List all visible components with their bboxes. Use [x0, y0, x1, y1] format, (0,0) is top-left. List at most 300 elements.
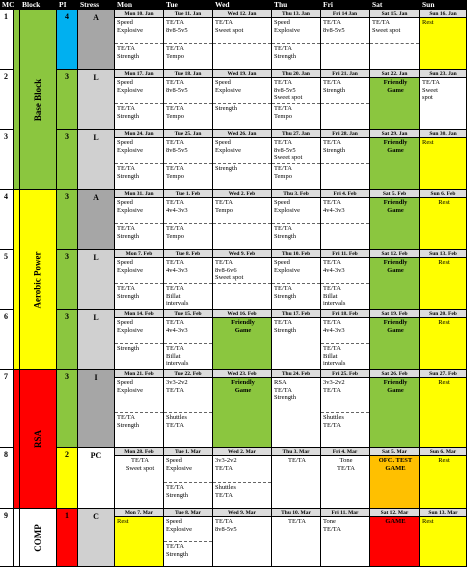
session-line: 8v8-5v5: [166, 146, 188, 154]
session-part: [115, 413, 163, 447]
session-part: [164, 258, 212, 284]
day-date: Tue 8. Mar: [164, 509, 213, 517]
day-session: [370, 138, 420, 190]
session-part: [115, 138, 163, 164]
session-part: [321, 284, 369, 309]
day-date: Mon 21. Feb: [115, 370, 164, 378]
session-line: 4v4-3v3: [166, 326, 188, 334]
mc-number: 8: [0, 448, 14, 509]
session-line: Speed: [117, 259, 133, 266]
session-line: Rest: [438, 457, 450, 464]
day-date: Mon 24. Jan: [115, 130, 164, 138]
day-session: [164, 18, 213, 70]
day-date: Fri 11. Mar: [321, 509, 370, 517]
day-date: Wed 9. Mar: [213, 509, 272, 517]
session-line: TE/TA: [215, 491, 233, 499]
session-line: Billat: [166, 292, 181, 300]
session-line: Friendly: [383, 79, 408, 86]
session-line: TE/TA: [323, 285, 341, 292]
session-line: Friendly: [383, 259, 408, 266]
block-base-block: [20, 10, 57, 190]
session-line: Speed: [117, 319, 133, 326]
day-date: Sun 27. Feb: [420, 370, 467, 378]
day-session: [272, 456, 321, 509]
session-line: TE/TA: [215, 518, 233, 525]
day-session: [115, 258, 164, 310]
session-line: 8v8-5v5: [274, 146, 296, 154]
session-line: TE/TA: [323, 525, 341, 533]
session-line: intervals: [166, 300, 189, 307]
session-part: [164, 413, 212, 447]
day-session: [164, 318, 213, 370]
day-session: [370, 378, 420, 448]
block-rsa: [20, 370, 57, 509]
session-line: TE/TA: [323, 421, 341, 429]
day-session: [164, 138, 213, 190]
day-session: [213, 18, 272, 70]
block-label: Aerobic Power: [33, 250, 44, 309]
block-label: COMP: [33, 523, 43, 552]
session-line: Explosive: [215, 146, 241, 154]
day-date: Sat 19. Feb: [370, 310, 420, 318]
session-line: Explosive: [117, 146, 143, 154]
session-part: [213, 378, 271, 448]
day-session: [321, 138, 370, 190]
day-date: Tue 22. Feb: [164, 370, 213, 378]
day-session: [115, 456, 164, 509]
session-line: TE/TA: [166, 45, 184, 52]
session-line: Billat: [323, 352, 338, 360]
day-session: [272, 517, 321, 567]
session-line: intervals: [166, 360, 189, 367]
pi-value: 2: [57, 448, 78, 509]
session-part: [164, 198, 212, 224]
day-session: [213, 378, 272, 448]
session-part: [213, 258, 271, 284]
day-date: Thu 10. Mar: [272, 509, 321, 517]
day-date: Fri 4. Mar: [321, 448, 370, 456]
session-line: intervals: [323, 360, 346, 367]
session-line: Shuttles: [323, 414, 344, 421]
day-date: Sun 16. Jan: [420, 10, 467, 18]
session-line: Speed: [215, 79, 231, 86]
day-date: Tue 11. Jan: [164, 10, 213, 18]
session-line: 4v4-3v3: [166, 266, 188, 274]
day-session: [321, 18, 370, 70]
session-part: [115, 284, 163, 309]
pi-value: 3: [57, 310, 78, 370]
day-date: Sat 15. Jan: [370, 10, 420, 18]
session-line: Speed: [117, 79, 133, 86]
session-line: 8v8-5v5: [323, 26, 345, 34]
day-session: [370, 18, 420, 70]
session-part: [321, 164, 369, 189]
header-sat: Sat: [370, 0, 420, 10]
day-session: [370, 78, 420, 130]
day-date: Sat 29. Jan: [370, 130, 420, 138]
pi-value: 3: [57, 190, 78, 250]
day-session: [115, 138, 164, 190]
day-session: [164, 198, 213, 250]
session-line: TE/TA: [166, 285, 184, 292]
session-line: 8v8-5v5: [166, 26, 188, 34]
session-line: Strength: [166, 550, 189, 558]
day-date: Tue 8. Feb: [164, 250, 213, 258]
session-line: Speed: [117, 139, 133, 146]
session-line: Rest: [422, 139, 434, 146]
session-line: TE/TA: [166, 225, 184, 232]
session-line: TE/TA: [166, 19, 184, 26]
block-comp: [20, 509, 57, 567]
day-session: [272, 198, 321, 250]
session-part: [164, 284, 212, 309]
session-part: [115, 164, 163, 189]
session-line: Strength: [323, 86, 346, 94]
day-session: [321, 517, 370, 567]
session-line: 8v8-5v5: [166, 86, 188, 94]
stress-value: L: [78, 310, 115, 370]
session-part: [213, 224, 271, 249]
session-line: TE/TA: [422, 79, 440, 86]
session-line: Billat: [166, 352, 181, 360]
session-part: [321, 318, 369, 344]
session-line: Friendly: [383, 139, 408, 146]
day-date: Mon 10. Jan: [115, 10, 164, 18]
session-line: Strength: [166, 491, 189, 499]
session-line: Game: [387, 206, 404, 214]
day-date: Sun 13. Feb: [420, 250, 467, 258]
day-date: Tue 18. Jan: [164, 70, 213, 78]
day-date: Sat 12. Mar: [370, 509, 420, 517]
session-line: TE/TA: [117, 225, 135, 232]
day-date: Wed 12. Jan: [213, 10, 272, 18]
session-line: Speed: [274, 259, 290, 266]
header-wed: Wed: [213, 0, 272, 10]
session-line: 8v8-5v5: [274, 86, 296, 94]
session-line: TE/TA: [323, 139, 341, 146]
day-date: Thu 13. Jan: [272, 10, 321, 18]
day-date: Sun 20. Feb: [420, 310, 467, 318]
stress-value: C: [78, 509, 115, 567]
session-part: [213, 104, 271, 129]
session-line: TE/TA: [166, 105, 184, 112]
session-line: GAME: [385, 518, 406, 525]
session-part: [213, 318, 271, 370]
day-session: [321, 198, 370, 250]
session-part: [115, 104, 163, 129]
session-line: TE/TA: [274, 386, 292, 394]
session-line: Strength: [274, 292, 297, 300]
day-date: Sat 22. Jan: [370, 70, 420, 78]
day-session: [420, 456, 467, 509]
day-date: Tue 1. Feb: [164, 190, 213, 198]
session-part: [272, 517, 320, 567]
session-line: Rest: [438, 259, 450, 266]
session-part: [420, 78, 466, 130]
session-line: Strength: [274, 394, 297, 401]
day-session: [272, 318, 321, 370]
day-date: Thu 17. Feb: [272, 310, 321, 318]
session-part: [115, 456, 163, 509]
day-session: [213, 78, 272, 130]
session-part: [321, 413, 369, 447]
session-part: [213, 198, 271, 224]
session-line: TE/TA: [215, 199, 233, 206]
session-line: Explosive: [117, 206, 143, 214]
session-line: TE/TA: [274, 285, 292, 292]
session-line: Game: [387, 266, 404, 274]
session-part: [370, 378, 419, 448]
day-date: Fri 11. Feb: [321, 250, 370, 258]
session-line: Game: [387, 86, 404, 94]
session-part: [321, 344, 369, 369]
session-line: TE/TA: [274, 139, 292, 146]
session-line: Explosive: [117, 86, 143, 94]
session-line: Sweet spot: [372, 26, 401, 34]
session-line: Billat: [323, 292, 338, 300]
session-part: [115, 78, 163, 104]
session-line: Game: [387, 146, 404, 154]
session-line: Rest: [438, 379, 450, 386]
session-part: [420, 198, 466, 250]
session-line: Sweet spot: [215, 274, 244, 281]
session-line: Friendly: [383, 379, 408, 386]
session-line: Tone: [339, 457, 353, 464]
session-line: Tempo: [274, 172, 292, 180]
session-line: TE/TA: [323, 259, 341, 266]
session-part: [370, 78, 419, 130]
session-line: Speed: [274, 199, 290, 206]
day-session: [321, 78, 370, 130]
session-part: [420, 318, 466, 370]
day-date: Fri 21. Jan: [321, 70, 370, 78]
header-mc: MC: [0, 0, 20, 10]
day-date: Thu 20. Jan: [272, 70, 321, 78]
session-part: [115, 318, 163, 344]
session-line: Sweet spot: [274, 154, 303, 161]
session-part: [164, 456, 212, 483]
day-date: Wed 26. Jan: [213, 130, 272, 138]
mc-number: 3: [0, 130, 14, 190]
session-part: [272, 164, 320, 189]
session-part: [164, 18, 212, 44]
day-date: Thu 10. Feb: [272, 250, 321, 258]
session-line: Strength: [323, 146, 346, 154]
day-session: [370, 258, 420, 310]
session-line: 3v3-2v2: [323, 379, 345, 386]
day-session: [164, 378, 213, 448]
session-part: [370, 517, 419, 567]
day-date: Mon 7. Feb: [115, 250, 164, 258]
mc-number: 5: [0, 250, 14, 310]
session-line: TE/TA: [166, 259, 184, 266]
session-part: [164, 78, 212, 104]
header-stress: Stress: [78, 0, 115, 10]
session-part: [115, 198, 163, 224]
session-part: [420, 456, 466, 509]
day-session: [164, 517, 213, 567]
session-line: Strength: [117, 421, 140, 429]
session-part: [272, 456, 320, 509]
day-session: [321, 378, 370, 448]
session-part: [272, 258, 320, 284]
session-part: [164, 44, 212, 69]
session-part: [115, 517, 163, 567]
session-part: [370, 18, 419, 44]
day-date: Sat 5. Feb: [370, 190, 420, 198]
session-line: RSA: [274, 379, 287, 386]
session-line: TE/TA: [166, 421, 184, 429]
day-session: [213, 456, 272, 509]
session-line: 8v8-5v5: [215, 525, 237, 533]
day-session: [420, 258, 467, 310]
day-date: Sun 6. Mar: [420, 448, 467, 456]
session-line: TE/TA: [117, 285, 135, 292]
session-part: [321, 224, 369, 249]
session-part: [321, 456, 369, 509]
session-line: Tempo: [166, 232, 184, 240]
session-line: TE/TA: [274, 225, 292, 232]
session-part: [272, 44, 320, 69]
day-date: Wed 23. Feb: [213, 370, 272, 378]
session-part: [164, 164, 212, 189]
session-part: [370, 456, 419, 509]
session-line: Strength: [117, 292, 140, 300]
session-part: [115, 344, 163, 369]
session-line: TE/TA: [323, 319, 341, 326]
session-part: [272, 284, 320, 309]
session-line: TE/TA: [131, 457, 149, 464]
session-line: Rest: [438, 319, 450, 326]
session-line: TE/TA: [323, 345, 341, 352]
day-date: Sat 12. Feb: [370, 250, 420, 258]
day-session: [370, 517, 420, 567]
stress-value: PC: [78, 448, 115, 509]
day-session: [272, 18, 321, 70]
session-line: Speed: [117, 379, 133, 386]
session-line: Sweet: [422, 86, 438, 94]
stress-value: I: [78, 370, 115, 448]
session-part: [370, 318, 419, 370]
block-aerobic-power: [20, 190, 57, 370]
session-line: TE/TA: [117, 45, 135, 52]
day-session: [370, 198, 420, 250]
session-line: Explosive: [117, 326, 143, 334]
session-line: GAME: [385, 464, 406, 472]
pi-value: 4: [57, 10, 78, 70]
day-session: [164, 456, 213, 509]
session-line: TE/TA: [288, 518, 306, 525]
session-line: Game: [234, 386, 252, 394]
day-session: [115, 378, 164, 448]
pi-value: 3: [57, 70, 78, 130]
stress-value: A: [78, 10, 115, 70]
session-part: [420, 258, 466, 310]
day-date: Tue 25. Jan: [164, 130, 213, 138]
day-session: [420, 138, 467, 190]
session-part: [321, 258, 369, 284]
mc-number: 6: [0, 310, 14, 370]
day-session: [213, 198, 272, 250]
day-session: [164, 258, 213, 310]
day-session: [321, 318, 370, 370]
session-line: TE/TA: [372, 19, 390, 26]
session-line: Strength: [117, 345, 140, 352]
header-pi: PI: [57, 0, 78, 10]
stress-value: L: [78, 70, 115, 130]
session-line: TE/TA: [337, 464, 355, 472]
session-line: Explosive: [166, 525, 192, 533]
session-part: [321, 78, 369, 104]
session-part: [321, 44, 369, 69]
session-line: TE/TA: [274, 45, 292, 52]
day-date: Tue 15. Feb: [164, 310, 213, 318]
day-session: [420, 318, 467, 370]
session-line: 4v4-3v3: [323, 266, 345, 274]
day-session: [370, 456, 420, 509]
session-line: TE/TA: [288, 457, 306, 464]
pi-value: 1: [57, 509, 78, 567]
session-line: TE/TA: [323, 79, 341, 86]
session-part: [272, 104, 320, 129]
session-part: [272, 378, 320, 448]
session-line: Friendly: [231, 379, 255, 386]
session-line: TE/TA: [274, 165, 292, 172]
session-line: TE/TA: [215, 19, 233, 26]
session-line: Explosive: [117, 26, 143, 34]
session-part: [321, 18, 369, 44]
day-date: Fri 14 Jan: [321, 10, 370, 18]
session-line: OFC. TEST: [378, 457, 413, 464]
session-part: [115, 378, 163, 413]
day-date: Sat 26. Feb: [370, 370, 420, 378]
session-part: [420, 138, 466, 190]
session-part: [321, 198, 369, 224]
day-session: [272, 258, 321, 310]
session-part: [321, 378, 369, 413]
session-part: [115, 258, 163, 284]
session-line: Sweet spot: [125, 464, 155, 472]
day-date: Wed 16. Feb: [213, 310, 272, 318]
header-fri: Fri: [321, 0, 370, 10]
session-part: [164, 517, 212, 542]
session-line: TE/TA: [323, 386, 341, 394]
session-line: Explosive: [274, 266, 300, 274]
session-part: [164, 318, 212, 344]
day-session: [370, 318, 420, 370]
day-date: Tue 1. Mar: [164, 448, 213, 456]
mc-number: 4: [0, 190, 14, 250]
day-date: Thu 27. Jan: [272, 130, 321, 138]
session-line: Tempo: [166, 52, 184, 60]
session-line: Game: [387, 386, 404, 394]
session-part: [370, 44, 419, 69]
session-line: TE/TA: [166, 165, 184, 172]
pi-value: 3: [57, 250, 78, 310]
session-part: [272, 224, 320, 249]
pi-value: 3: [57, 130, 78, 190]
session-part: [213, 44, 271, 69]
session-line: TE/TA: [166, 484, 184, 491]
day-date: Wed 9. Feb: [213, 250, 272, 258]
session-line: Friendly: [383, 319, 408, 326]
day-session: [420, 517, 467, 567]
session-line: Tempo: [166, 112, 184, 120]
session-part: [164, 542, 212, 566]
session-line: Shuttles: [166, 414, 187, 421]
session-part: [213, 284, 271, 309]
day-date: Wed 2. Feb: [213, 190, 272, 198]
